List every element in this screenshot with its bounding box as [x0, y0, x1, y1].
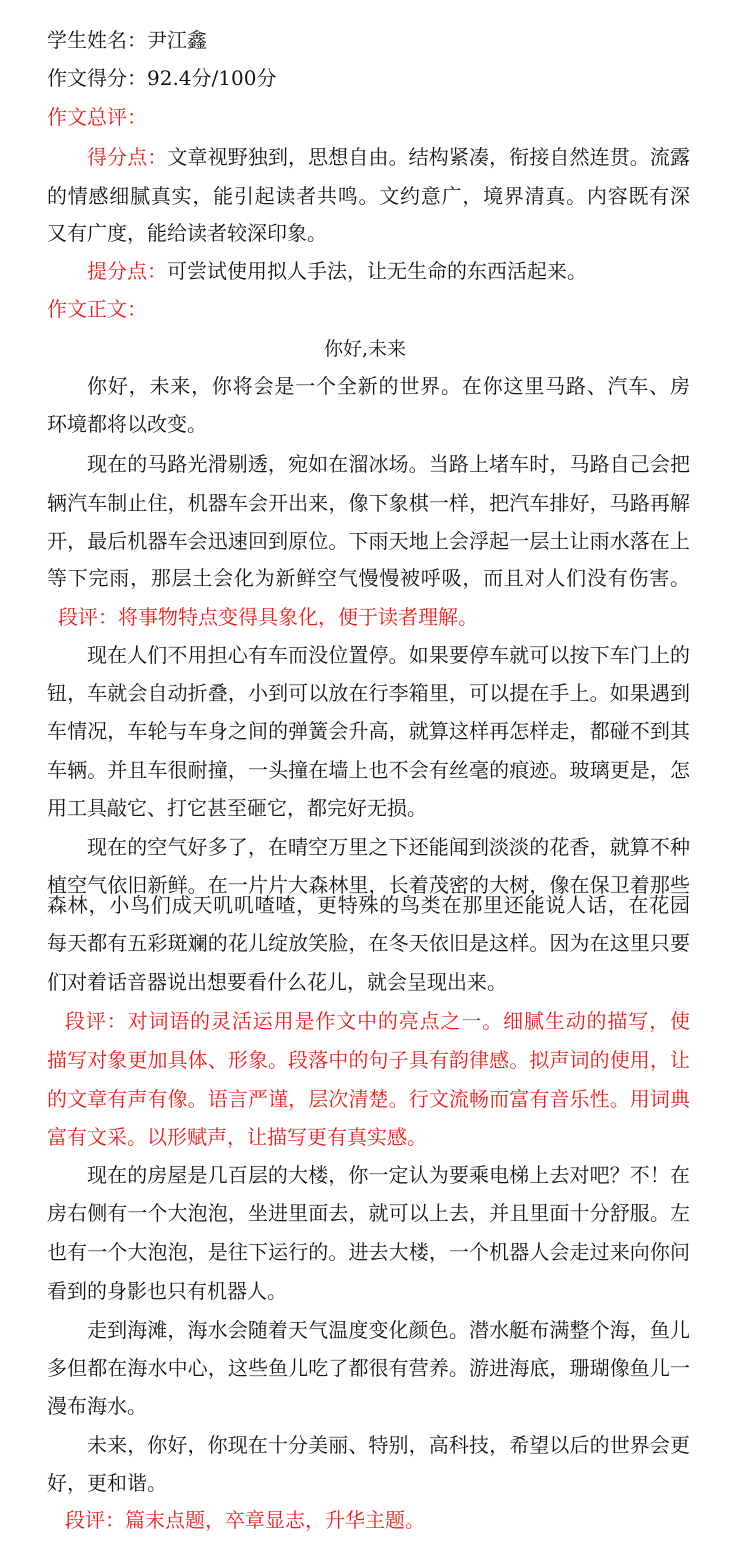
- text-line: [47, 680, 690, 706]
- essay-title: [0, 336, 730, 362]
- comment-line: [47, 296, 147, 322]
- line-text: 现在的空气好多了，在晴空万里之下还能闻到淡淡的花香，就算不种: [87, 835, 690, 859]
- line-text: 描写对象更加具体、形象。段落中的句子具有韵律感。拟声词的使用，让: [47, 1048, 690, 1072]
- line-text: 开，最后机器车会迅速回到原位。下雨天地上会浮起一层土让雨水落在上: [47, 529, 690, 553]
- line-text: 学生姓名：尹江鑫: [47, 28, 207, 52]
- text-line: [87, 144, 690, 170]
- text-line: [47, 490, 690, 516]
- comment-line: [65, 1507, 425, 1533]
- line-text: 每天都有五彩斑斓的花儿绽放笑脸，在冬天依旧是这样。因为在这里只要: [47, 931, 690, 955]
- line-text: 作文得分：92.4分/100分: [47, 66, 277, 90]
- text-line: [47, 1200, 690, 1226]
- line-text: 好，更和谐。: [47, 1471, 167, 1495]
- text-line: [47, 528, 690, 554]
- line-text: 的情感细腻真实，能引起读者共鸣。文约意广，境界清真。内容既有深: [47, 184, 690, 208]
- line-text: 环境都将以改变。: [47, 412, 207, 436]
- text-line: [47, 220, 327, 246]
- text-line: [47, 892, 690, 918]
- text-line: [87, 642, 690, 668]
- text-line: [87, 834, 690, 860]
- text-line: [87, 1162, 690, 1188]
- line-text: 用工具敲它、打它甚至砸它，都完好无损。: [47, 796, 427, 820]
- line-text: 钮，车就会自动折叠，小到可以放在行李箱里，可以提在手上。如果遇到: [47, 681, 690, 705]
- line-text: 可尝试使用拟人手法，让无生命的东西活起来。: [167, 259, 587, 283]
- text-line: [87, 1317, 690, 1343]
- line-text: 段评：对词语的灵活运用是作文中的亮点之一。细腻生动的描写，使: [65, 1009, 690, 1033]
- line-text: 森林，小鸟们成天叽叽喳喳，更特殊的鸟类在那里还能说人话，在花园: [47, 893, 690, 917]
- text-line: [47, 65, 276, 91]
- line-text: 多但都在海水中心，这些鱼儿吃了都很有营养。游进海底，珊瑚像鱼儿一: [47, 1356, 690, 1380]
- text-line: [47, 930, 690, 956]
- text-line: [47, 183, 690, 209]
- comment-label: 得分点：: [87, 145, 168, 169]
- line-text: 车情况，车轮与车身之间的弹簧会升高，就算这样再怎样走，都碰不到其: [47, 719, 690, 743]
- text-line: [87, 373, 690, 399]
- text-line: [47, 1239, 690, 1265]
- comment-line: [65, 1008, 690, 1034]
- line-text: 富有文采。以形赋声，让描写更有真实感。: [47, 1125, 427, 1149]
- comment-line: [58, 604, 478, 630]
- line-text: 你好，未来，你将会是一个全新的世界。在你这里马路、汽车、房: [87, 374, 690, 398]
- line-text: 现在的马路光滑剔透，宛如在溜冰场。当路上堵车时，马路自己会把: [87, 452, 690, 476]
- comment-line: [47, 1124, 427, 1150]
- line-text: 看到的身影也只有机器人。: [47, 1279, 287, 1303]
- comment-line: [47, 104, 147, 130]
- text-line: [87, 258, 587, 284]
- line-text: 作文正文：: [47, 297, 147, 321]
- line-text: 漫布海水。: [47, 1394, 147, 1418]
- line-text: 走到海滩，海水会随着天气温度变化颜色。潜水艇布满整个海，鱼儿: [87, 1318, 690, 1342]
- line-text: 植空气依旧新鲜。在一片片大森林里，长着茂密的大树，像在保卫着那些: [47, 873, 690, 897]
- comment-label: 提分点：: [87, 259, 167, 283]
- text-line: [47, 969, 507, 995]
- text-line: [47, 795, 427, 821]
- text-line: [87, 1432, 690, 1458]
- text-line: [47, 1393, 147, 1419]
- line-text: 未来，你好，你现在十分美丽、特别，高科技，希望以后的世界会更: [87, 1433, 690, 1457]
- line-text: 段评：篇末点题，卒章显志，升华主题。: [65, 1508, 425, 1532]
- line-text: 你好,未来: [323, 338, 407, 360]
- text-line: [47, 411, 207, 437]
- text-line: [47, 718, 690, 744]
- text-line: [47, 1470, 167, 1496]
- text-line: [47, 1355, 690, 1381]
- line-text: 段评：将事物特点变得具象化，便于读者理解。: [58, 605, 478, 629]
- line-text: 文章视野独到，思想自由。结构紧凑，衔接自然连贯。流露: [167, 145, 690, 169]
- line-text: 等下完雨，那层土会化为新鲜空气慢慢被呼吸，而且对人们没有伤害。: [47, 566, 690, 590]
- line-text: 们对着话音器说出想要看什么花儿，就会呈现出来。: [47, 970, 507, 994]
- text-line: [47, 1278, 287, 1304]
- text-line: [87, 451, 690, 477]
- text-line: [47, 757, 690, 783]
- text-line: [47, 565, 690, 591]
- comment-line: [47, 1086, 690, 1112]
- line-text: 的文章有声有像。语言严谨，层次清楚。行文流畅而富有音乐性。用词典: [47, 1087, 690, 1111]
- line-text: 现在的房屋是几百层的大楼，你一定认为要乘电梯上去对吧？不！在: [87, 1163, 690, 1187]
- text-line: [47, 27, 207, 53]
- line-text: 现在人们不用担心有车而没位置停。如果要停车就可以按下车门上的: [87, 643, 690, 667]
- line-text: 辆汽车制止住，机器车会开出来，像下象棋一样，把汽车排好，马路再解: [47, 491, 690, 515]
- line-text: 作文总评：: [47, 105, 147, 129]
- line-text: 也有一个大泡泡，是往下运行的。进去大楼，一个机器人会走过来向你问: [47, 1240, 690, 1264]
- line-text: 房右侧有一个大泡泡，坐进里面去，就可以上去，并且里面十分舒服。左: [47, 1201, 690, 1225]
- line-text: 车辆。并且车很耐撞，一头撞在墙上也不会有丝毫的痕迹。玻璃更是，怎: [47, 758, 690, 782]
- line-text: 又有广度，能给读者较深印象。: [47, 221, 327, 245]
- comment-line: [47, 1047, 690, 1073]
